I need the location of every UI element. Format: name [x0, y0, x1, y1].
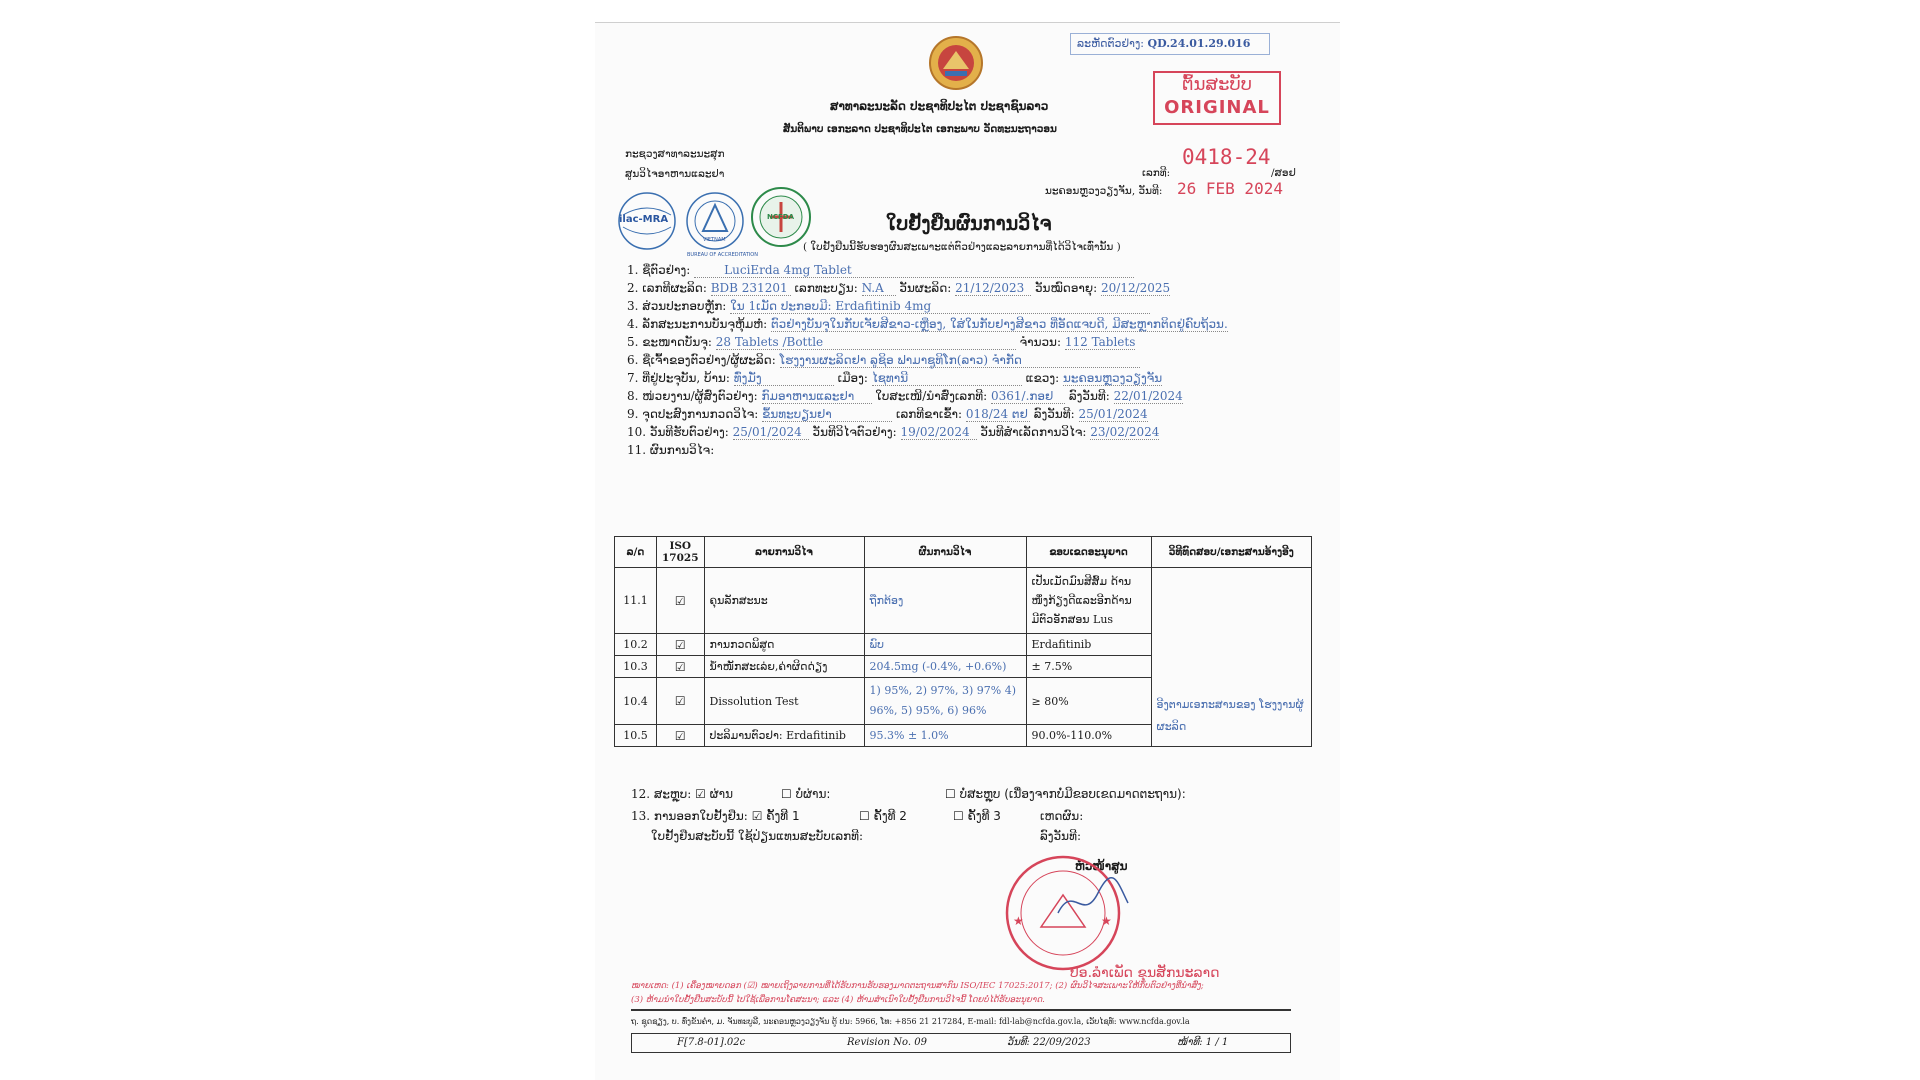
fields-1-label4: ວັນໝົດອາຍຸ:: [1034, 281, 1098, 295]
fields-6-label2: ເມືອງ:: [837, 371, 868, 385]
replace-label: ໃບຢັ້ງຢືນສະບັບນີ້ ໃຊ້ປ່ຽນແທນສະບັບເລກທີ:: [651, 829, 864, 843]
director-title: ຫົວໜ້າສູນ: [1075, 859, 1128, 873]
field-3: [627, 299, 1150, 314]
col-limit: ຂອບເຂດອະນຸຍາດ: [1026, 537, 1151, 568]
fields-1-label3: ວັນຜະລິດ:: [899, 281, 952, 295]
fields-6-num: 7.: [627, 371, 639, 385]
district-value: ໄຊທານີ: [872, 371, 1022, 386]
fields-1-num: 2.: [627, 281, 639, 295]
revision-date: ວັນທີ: 22/09/2023: [1007, 1037, 1091, 1048]
results-table: [614, 536, 1312, 747]
fields-4-label: ຂະໜາດບັນຈຸ:: [642, 335, 712, 349]
field-2: [627, 281, 1170, 296]
no-conclusion-checkbox: ☐ ບໍ່ສະຫຼຸບ (ເນື່ອງຈາກບໍ່ມີຂອບເຂດມາດຕະຖານ):: [945, 787, 1186, 801]
table-rows-2-result: 204.5mg (-0.4%, +0.6%): [864, 656, 1026, 678]
table-rows-1-no: 10.2: [615, 634, 657, 656]
fields-2-label: ສ່ວນປະກອບຫຼັກ:: [642, 299, 727, 313]
batch-number-value: BDB 231201: [711, 281, 791, 296]
fields-7-num: 8.: [627, 389, 639, 403]
fields-8-label3: ລົງວັນທີ:: [1033, 407, 1075, 421]
fields-9-label2: ວັນທີວິໄຈຕົວຢ່າງ:: [812, 425, 897, 439]
results-table-header: [615, 537, 1312, 568]
table-rows-3-iso: ☑: [657, 678, 705, 725]
table-rows-1-iso: ☑: [657, 634, 705, 656]
field-10: [627, 425, 1159, 440]
fields-10-label: ຜົນການວິໄຈ:: [649, 443, 715, 457]
issue-2-checkbox: ☐ ຄັ້ງທີ 2: [859, 809, 907, 823]
notes-line-2: (3) ຫ້າມນຳໃບຢັ້ງຢືນສະບັບນີ້ ໄປໃຊ້ເພື່ອການໂຄສະນາ; ແລະ (4) ຫ້າມສຳເນົາໃບຢັ້ງຢືນການວິໄຈນີ້ ໂດຍບໍ່ໄດ້ຮັບອະນຸຍາດ.: [631, 995, 1045, 1005]
republic-line-1: ສາທາລະນະລັດ ປະຊາທິປະໄຕ ປະຊາຊົນລາວ: [830, 99, 1049, 113]
table-rows-4-item: ປະລິມານຕົວຢາ: Erdafitinib: [704, 725, 864, 747]
fields-8-label2: ເລກທີຂາເຂົ້າ:: [895, 407, 963, 421]
sample-code-label: ລະຫັດຕົວຢ່າງ:: [1077, 37, 1144, 50]
table-rows-0-iso: ☑: [657, 568, 705, 634]
sender-value: ກົມອາຫານແລະຢາ: [762, 389, 872, 404]
quantity-value: 112 Tablets: [1064, 335, 1136, 349]
table-rows-2-no: 10.3: [615, 656, 657, 678]
sample-code-value: QD.24.01.29.016: [1147, 37, 1251, 50]
fields-9-num: 10.: [627, 425, 647, 439]
table-rows-0-item: ຄຸນລັກສະນະ: [704, 568, 864, 634]
field-9: [627, 407, 1148, 422]
table-rows-0-limit: ເປັນເມັດມົນສີສົ້ມ ດ້ານໜຶ່ງກ້ຽງດີແລະອີກດ້ານ ມີຕົວອັກສອນ Lus: [1026, 568, 1151, 634]
issue-1-checkbox: ☑ ຄັ້ງທີ 1: [751, 809, 800, 823]
ncfda-logo-text: NCFDA: [767, 213, 795, 221]
fields-4-num: 5.: [627, 335, 639, 349]
address-line: ຖ. ຊຸດຊຽງ, ບ. ທົ່ງຂັນຄຳ, ມ. ຈັນທະບູລີ, ນະຄອນຫຼວງວຽງຈັນ ຕູ້ ປນ: 5966, ໂທ: +856 21 217284, E-mail: fdl-lab@ncfda.gov.la, ເວັບໄຊທ໌: www.ncfda.gov.la: [631, 1017, 1190, 1026]
revision-number: Revision No. 09: [847, 1037, 927, 1048]
form-code: F[7.8-01].02c: [677, 1037, 746, 1048]
ilac-logo-text: ilac-MRA: [619, 214, 669, 225]
packaging-value: ຕົວຢ່າງບັນຈຸໃນກັບເຈັຍສີຂາວ-ເຫຼືອງ, ໃສ່ໃນກັບຢາງສີຂາວ ທີ່ອັດແຈບດີ, ມີສະຫຼາກຕິດຢູ່ຄົບຖ້ວນ.: [770, 317, 1228, 331]
fields-6-label: ທີ່ຢູ່ປະຈຸບັນ, ບ້ານ:: [642, 371, 730, 385]
table-rows-1-result: ພົບ: [864, 634, 1026, 656]
field-8: [627, 389, 1183, 404]
purpose-value: ຂຶ້ນທະບຽນຢາ: [762, 407, 892, 422]
fields-7-label3: ລົງວັນທີ:: [1068, 389, 1110, 403]
footer-divider: [631, 1009, 1291, 1011]
entry-date-value: 25/01/2024: [1078, 407, 1148, 421]
received-date-value: 25/01/2024: [733, 425, 809, 440]
boa-logo: [685, 191, 758, 258]
pack-size-value: 28 Tablets /Bottle: [716, 335, 1016, 350]
table-rows-4-result: 95.3% ± 1.0%: [864, 725, 1026, 747]
manufacture-date-value: 21/12/2023: [955, 281, 1031, 296]
fail-checkbox: ☐ ບໍ່ຜ່ານ:: [781, 787, 831, 801]
fields-8-num: 9.: [627, 407, 639, 421]
conclusion-l13: 13. ການອອກໃບຢັ້ງຢືນ:: [631, 809, 748, 823]
field-7: [627, 371, 1162, 386]
col-method: ວິທີທົດສອບ/ເອກະສານອ້າງອີງ: [1151, 537, 1311, 568]
method-note: ອີງຕາມເອກະສານຂອງ ໂຮງງານຜູ້ຜະລິດ: [1151, 568, 1311, 747]
analysis-date-value: 19/02/2024: [901, 425, 977, 440]
fields-2-num: 3.: [627, 299, 639, 313]
table-rows-3-result: 1) 95%, 2) 97%, 3) 97% 4) 96%, 5) 95%, 6) 96%: [864, 678, 1026, 725]
pass-checkbox: ☑ ຜ່ານ: [695, 787, 734, 801]
table-rows-4-limit: 90.0%-110.0%: [1026, 725, 1151, 747]
table-row: [615, 568, 1312, 634]
svg-text:★: ★: [1013, 914, 1024, 928]
village-value: ທົ່ງມັ່ງ: [734, 371, 834, 386]
owner-value: ໂຮງງານຜະລິດຢາ ລູຊິອ ຟາມາຊູທິໂກ(ລາວ) ຈຳກັດ: [780, 353, 1140, 368]
notes-line-1: ໝາຍເຫດ: (1) ເຄື່ອງໝາຍດອກ (☑) ໝາຍເຖິງລາຍການທີ່ໄດ້ຮັບການຮັບຮອງມາດຕະຖານສາກົນ ISO/IEC 17025:2017; (2) ຜົນວິໄຈສະເພາະໃຫ້ກັບຕົວຢ່າງທີ່ນຳສົ່ງ;: [631, 981, 1204, 991]
fields-9-label3: ວັນທີສຳເລັດການວິໄຈ:: [980, 425, 1087, 439]
composition-value: ໃນ 1ເມັດ ປະກອບມີ: Erdafitinib 4mg: [730, 299, 1150, 314]
issue-3-checkbox: ☐ ຄັ້ງທີ 3: [953, 809, 1001, 823]
table-rows-3-item: Dissolution Test: [704, 678, 864, 725]
field-5: [627, 335, 1135, 350]
col-iso: ISO 17025: [657, 537, 705, 568]
original-en: ORIGINAL: [1164, 97, 1270, 118]
fields-1-label2: ເລກທະບຽນ:: [794, 281, 858, 295]
signer-name: ປອ.ລຳເພັດ ຂຸນສັກນະລາດ: [1070, 965, 1220, 981]
certificate-subtitle: ( ໃບຢັ້ງຢືນນີ້ຮັບຮອງຜົນສະເພາະແຕ່ຕົວຢ່າງແລະລາຍການທີ່ໄດ້ວິໄຈເທົ່ານັ້ນ ): [803, 241, 1121, 253]
original-stamp: [1153, 71, 1281, 125]
fields-5-label: ຊື່ເຈົ້າຂອງຕົວຢ່າງ/ຜູ້ຜະລິດ:: [642, 353, 776, 367]
request-number-value: 0361/.ກອຢ: [991, 389, 1065, 404]
table-rows-1-item: ການກວດພິສູດ: [704, 634, 864, 656]
fields-10-num: 11.: [627, 443, 647, 457]
certificate-date: 26 FEB 2024: [1177, 179, 1283, 198]
fields-6-label3: ແຂວງ:: [1025, 371, 1060, 385]
ilac-logo: [617, 191, 677, 255]
table-rows-1-limit: Erdafitinib: [1026, 634, 1151, 656]
fields-1-label: ເລກທີຜະລິດ:: [642, 281, 707, 295]
expiry-date-value: 20/12/2025: [1101, 281, 1171, 295]
col-no: ລ/ດ: [615, 537, 657, 568]
conclusion-l12: 12. ສະຫຼຸບ:: [631, 787, 692, 801]
fields-8-label: ຈຸດປະສົງການກວດວິໄຈ:: [642, 407, 759, 421]
table-rows-2-iso: ☑: [657, 656, 705, 678]
page-number: ໜ້າທີ: 1 / 1: [1177, 1037, 1229, 1048]
certificate-number: 0418-24: [1182, 145, 1271, 169]
col-item: ລາຍການວິໄຈ: [704, 537, 864, 568]
original-lao: ຕົ້ນສະບັບ: [1182, 74, 1252, 95]
date-label: ນະຄອນຫຼວງວຽງຈັນ, ວັນທີ:: [1045, 185, 1163, 197]
ministry-name: ກະຊວງສາທາລະນະສຸກ: [625, 148, 725, 160]
boa-logo-sub: VIETNAM: [703, 237, 726, 243]
sample-name-value: LuciErda 4mg Tablet: [694, 263, 1134, 278]
form-footer: [631, 1033, 1291, 1053]
table-rows-0-result: ຖືກຕ້ອງ: [864, 568, 1026, 634]
fields-7-label2: ໃບສະເໜີ/ນຳສົ່ງເລກທີ:: [875, 389, 988, 403]
svg-text:★: ★: [1101, 914, 1112, 928]
signature-icon: [1053, 873, 1133, 933]
completion-date-value: 23/02/2024: [1090, 425, 1160, 439]
registration-number-value: N.A: [862, 281, 896, 296]
entry-number-value: 018/24 ຕຢ: [966, 407, 1030, 422]
certificate-page: [595, 22, 1340, 1080]
field-4: [627, 317, 1228, 331]
field-1: [627, 263, 1134, 278]
table-rows-4-no: 10.5: [615, 725, 657, 747]
conclusion-row: [631, 787, 733, 801]
table-rows-0-no: 11.1: [615, 568, 657, 634]
fields-3-label: ລັກສະນະການບັນຈຸຫຸ້ມຫໍ່:: [642, 317, 768, 331]
national-emblem-icon: [925, 35, 987, 91]
table-rows-2-limit: ± 7.5%: [1026, 656, 1151, 678]
center-name: ສູນວິໄຈອາຫານແລະຢາ: [625, 168, 725, 180]
fields-0-label: ຊື່ຕົວຢ່າງ:: [642, 263, 691, 277]
table-rows-3-no: 10.4: [615, 678, 657, 725]
fields-0-num: 1.: [627, 263, 639, 277]
field-6: [627, 353, 1140, 368]
fields-7-label: ໜ່ວຍງານ/ຜູ້ສົ່ງຕົວຢ່າງ:: [642, 389, 758, 403]
request-date-value: 22/01/2024: [1113, 389, 1183, 403]
sample-code-box: [1070, 33, 1270, 55]
number-suffix: /ສອຢ: [1271, 167, 1296, 179]
number-label: ເລກທີ:: [1142, 167, 1171, 179]
fields-4-label2: ຈຳນວນ:: [1019, 335, 1062, 349]
field-11: [627, 443, 714, 457]
republic-line-2: ສັນຕິພາບ ເອກະລາດ ປະຊາທິປະໄຕ ເອກະພາບ ວັດທະນະຖາວອນ: [783, 123, 1057, 135]
fields-5-num: 6.: [627, 353, 639, 367]
fields-9-label: ວັນທີຮັບຕົວຢ່າງ:: [649, 425, 729, 439]
boa-logo-text: BUREAU OF ACCREDITATION: [687, 252, 758, 258]
fields-3-num: 4.: [627, 317, 639, 331]
issuance-row: [631, 809, 800, 823]
replace-date-label: ລົງວັນທີ:: [1040, 829, 1081, 843]
col-result: ຜົນການວິໄຈ: [864, 537, 1026, 568]
table-rows-4-iso: ☑: [657, 725, 705, 747]
table-rows-2-item: ນ້ຳໜັກສະເລ່ຍ,ຄ່າຜິດດ່ຽງ: [704, 656, 864, 678]
certificate-title: ໃບຢັ້ງຢືນຜົນການວິໄຈ: [886, 213, 1052, 235]
province-value: ນະຄອນຫຼວງວຽງຈັນ: [1062, 371, 1163, 385]
reason-label: ເຫດຜົນ:: [1040, 809, 1084, 823]
table-rows-3-limit: ≥ 80%: [1026, 678, 1151, 725]
